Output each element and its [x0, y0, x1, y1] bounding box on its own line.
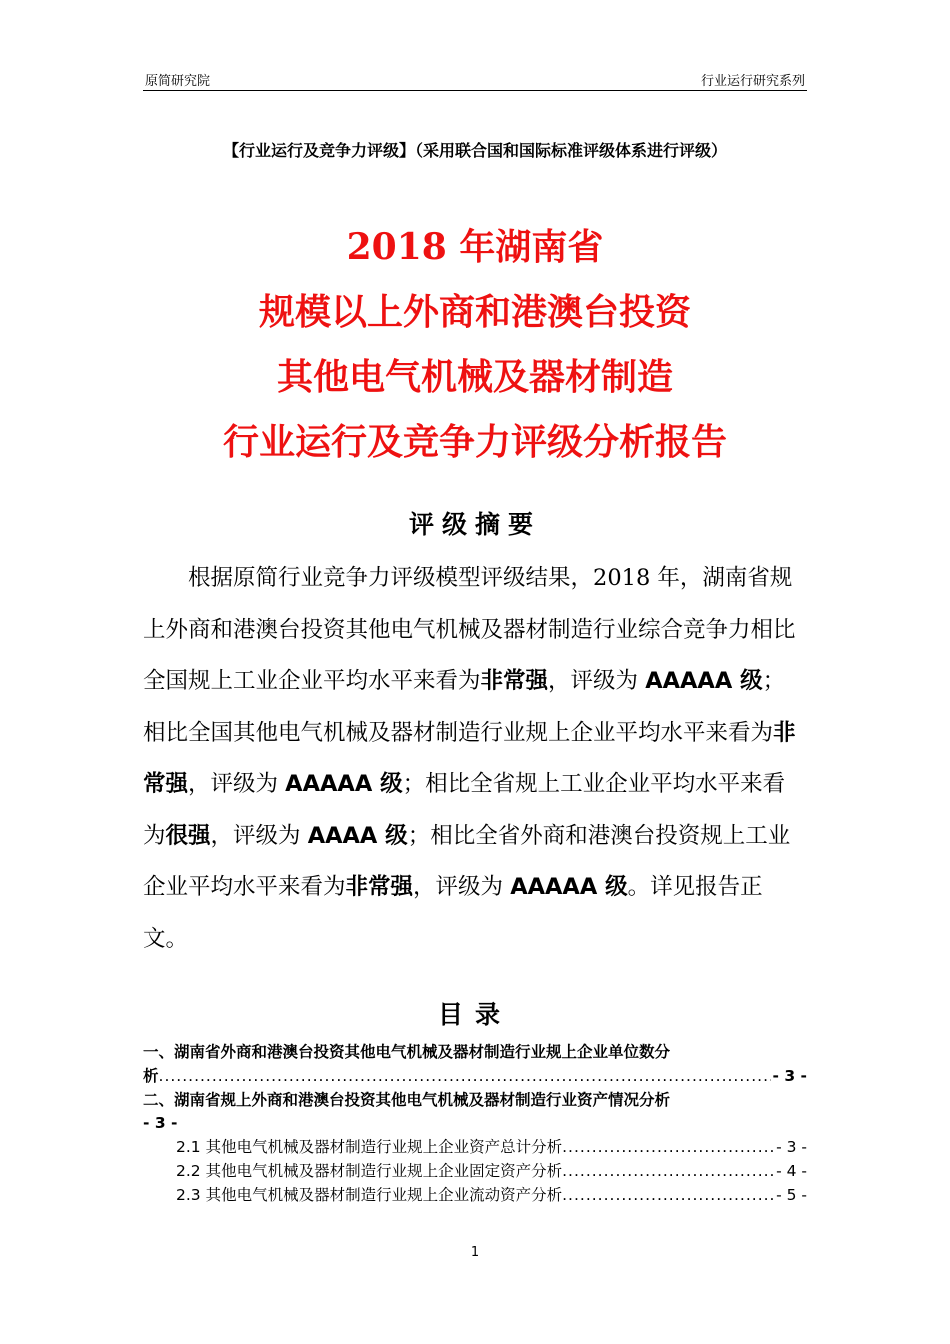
- summary-text: 。详见报告正文。: [143, 874, 763, 952]
- toc-item-title: 其他电气机械及器材制造行业规上企业流动资产分析: [205, 1185, 563, 1204]
- toc-page: - 4 -: [776, 1161, 807, 1180]
- report-subtitle: 【行业运行及竞争力评级】（采用联合国和国际标准评级体系进行评级）: [222, 141, 727, 160]
- toc-item-2-page[interactable]: [143, 1112, 807, 1136]
- header-publisher: 原简研究院: [145, 74, 211, 89]
- title-line: 行业运行及竞争力评级分析报告: [222, 421, 727, 463]
- toc-item-title: 其他电气机械及器材制造行业规上企业资产总计分析: [205, 1138, 563, 1157]
- toc-item-title: 二、湖南省规上外商和港澳台投资其他电气机械及器材制造行业资产情况分析: [143, 1090, 671, 1109]
- title-line: 规模以上外商和港澳台投资: [258, 291, 691, 333]
- title-line: 其他电气机械及器材制造: [276, 356, 673, 398]
- toc-page: - 3 -: [143, 1114, 178, 1133]
- toc-item-number: 2.3: [176, 1185, 201, 1204]
- toc-item-2[interactable]: [143, 1089, 807, 1113]
- summary-rating-grade: AAAAA 级: [645, 668, 763, 694]
- toc-item-number: 2.2: [176, 1161, 201, 1180]
- summary-rating-strength: 非常强: [345, 874, 414, 900]
- toc-leader: [159, 1065, 771, 1089]
- table-of-contents: [143, 1041, 807, 1208]
- summary-paragraph: [143, 553, 807, 965]
- report-title: [143, 215, 807, 475]
- title-line: 2018 年湖南省: [346, 226, 604, 268]
- toc-item-title: 析: [143, 1066, 159, 1085]
- toc-item-2-3[interactable]: [143, 1184, 807, 1208]
- toc-item-number: 2.1: [176, 1138, 201, 1157]
- summary-heading: 评级摘要: [408, 510, 541, 539]
- summary-rating-grade: AAAAA 级: [285, 771, 403, 797]
- summary-text: ，评级为: [210, 822, 308, 849]
- summary-text: ；相比全省规上工业企业平均水平来看为: [143, 771, 786, 849]
- summary-rating-grade: AAAAA 级: [510, 874, 628, 900]
- toc-item-2-1[interactable]: [143, 1136, 807, 1160]
- header-series: 行业运行研究系列: [700, 74, 805, 89]
- toc-leader: [562, 1136, 774, 1160]
- toc-item-1[interactable]: [143, 1041, 807, 1065]
- toc-page: - 3 -: [776, 1138, 807, 1157]
- summary-text: ；相比全国其他电气机械及器材制造行业规上企业平均水平来看为: [143, 668, 786, 746]
- summary-text: ，评级为: [548, 668, 646, 694]
- summary-rating-strength: 非常强: [480, 668, 549, 694]
- toc-item-title: 一、湖南省外商和港澳台投资其他电气机械及器材制造行业规上企业单位数分: [143, 1043, 671, 1061]
- toc-heading: 目录: [437, 1000, 512, 1029]
- toc-leader: [562, 1184, 774, 1208]
- page-header: [143, 68, 807, 91]
- summary-text: ，评级为: [188, 771, 286, 797]
- page-number: 1: [470, 1245, 480, 1260]
- toc-leader: [562, 1160, 774, 1184]
- summary-text: 根据原简行业竞争力评级模型评级结果，2018 年，湖南省规上外商和港澳台投资其他电气机械及器材制造行业综合竞争力相比全国规上工业企业平均水平来看为: [143, 565, 796, 694]
- toc-page: - 5 -: [776, 1185, 807, 1204]
- summary-rating-strength: 非常强: [143, 719, 796, 797]
- summary-text: ，评级为: [413, 874, 511, 900]
- toc-item-title: 其他电气机械及器材制造行业规上企业固定资产分析: [205, 1161, 563, 1180]
- toc-item-1-continued[interactable]: [143, 1065, 807, 1089]
- toc-page: - 3 -: [772, 1066, 807, 1085]
- summary-rating-grade: AAAA 级: [307, 822, 408, 849]
- summary-rating-strength: 很强: [165, 822, 211, 849]
- summary-text: ；相比全省外商和港澳台投资规上工业企业平均水平来看为: [143, 822, 791, 900]
- toc-item-2-2[interactable]: [143, 1160, 807, 1184]
